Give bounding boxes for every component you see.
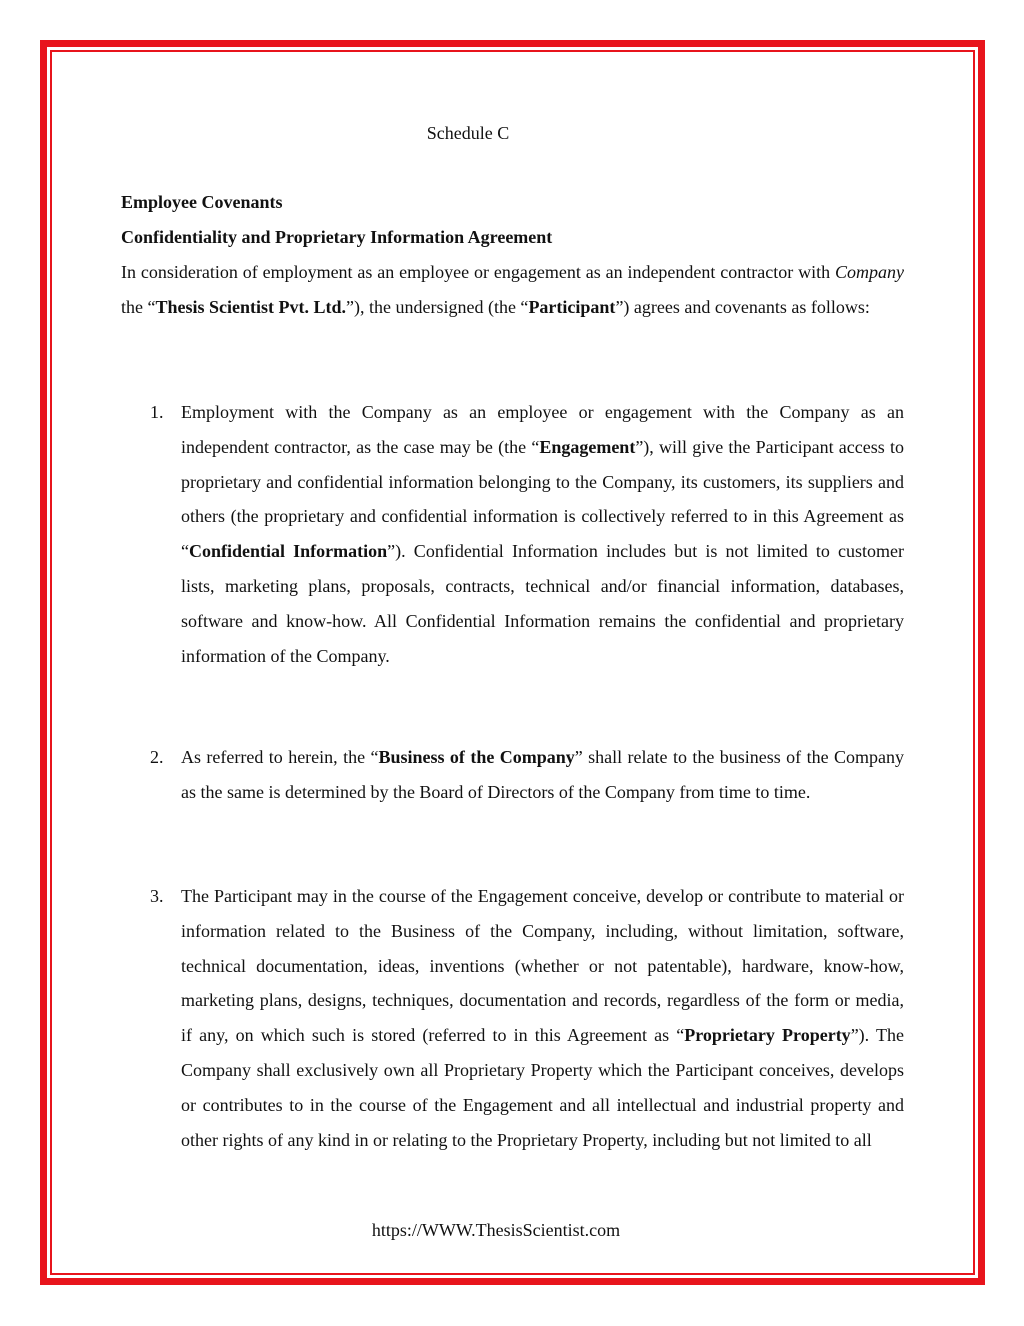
- item1-text-a: Employment with the Company as an employee or engagement with the Company as an independent contractor, as the case may be (the “: [181, 402, 904, 457]
- item2-text-b: ” shall relate to the business of the Company as the same is determined by the Board of Directors of the Company from time to time.: [181, 747, 904, 802]
- item3-term-proprietary-property: Proprietary Property: [684, 1025, 851, 1046]
- list-number: 1.: [150, 402, 164, 422]
- schedule-title: Schedule C: [426, 123, 510, 143]
- list-paragraph: [181, 879, 904, 1157]
- list-paragraph: [181, 395, 904, 673]
- item3-text-b: ”). The Company shall exclusively own all Proprietary Property which the Participant conceives, develops or contributes to in the course of the Engagement and all intellectual and industrial property and other rights of any kind in or relating to the Proprietary Property, including but not limited to all: [181, 1025, 904, 1150]
- heading-employee-covenants: Employee Covenants: [121, 192, 283, 212]
- list-paragraph: [181, 740, 904, 810]
- intro-paragraph: [121, 255, 904, 325]
- intro-text-b: the “: [121, 296, 156, 317]
- intro-participant: Participant: [528, 296, 616, 317]
- list-number: 2.: [150, 747, 164, 767]
- item1-term-engagement: Engagement: [539, 436, 636, 457]
- intro-text-d: ”) agrees and covenants as follows:: [615, 296, 870, 317]
- item3-text-a: The Participant may in the course of the Engagement conceive, develop or contribute to material or information related to the Business of the Company, including, without limitation, software, technical documentation, ideas, inventions (whether or not patentable), hardware, know-how, marketing plans, designs, techniques, documentation and records, regardless of the form or media, if any, on which such is stored (referred to in this Agreement as “: [181, 886, 904, 1046]
- intro-text-a: In consideration of employment as an employee or engagement as an independent contractor with: [121, 262, 835, 282]
- item1-text-c: ”). Confidential Information includes but is not limited to customer lists, marketing plans, proposals, contracts, technical and/or financial information, databases, software and know-how. All Confidential Information remains the confidential and proprietary information of the Company.: [181, 541, 904, 666]
- item2-term-business: Business of the Company: [378, 747, 575, 767]
- intro-text-c: ”), the undersigned (the “: [346, 296, 529, 317]
- item2-text-a: As referred to herein, the “: [181, 747, 379, 767]
- item1-term-confidential-information: Confidential Information: [189, 541, 388, 562]
- footer-url[interactable]: https://WWW.ThesisScientist.com: [371, 1220, 621, 1240]
- list-number: 3.: [150, 886, 164, 906]
- intro-company-name: Thesis Scientist Pvt. Ltd.: [155, 296, 346, 317]
- intro-company-italic: Company: [835, 262, 904, 282]
- item1-text-b: ”), will give the Participant access to proprietary and confidential information belonging to the Company, its customers, its suppliers and others (the proprietary and confidential information is collectively referred to in this Agreement as “: [181, 436, 904, 562]
- heading-confidentiality-agreement: Confidentiality and Proprietary Information Agreement: [121, 227, 553, 247]
